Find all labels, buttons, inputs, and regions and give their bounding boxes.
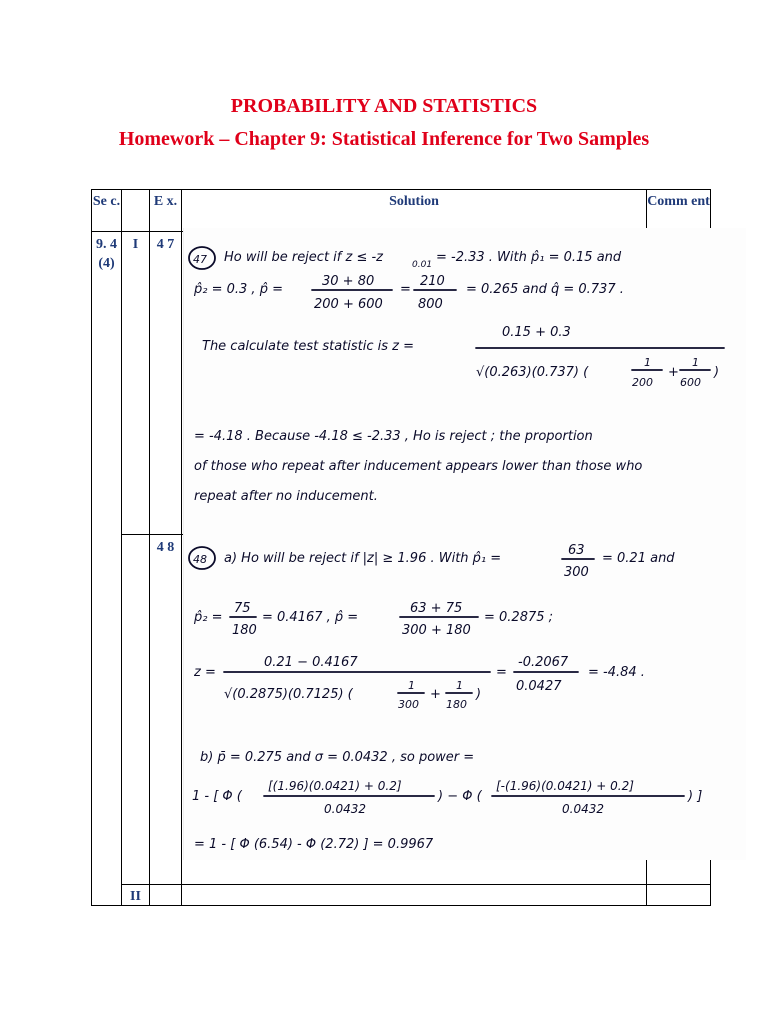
- handwriting-canvas: [184, 228, 746, 860]
- ex47-line1: Ho will be reject if z ≤ -z: [224, 250, 383, 265]
- ex47-number: 47: [193, 253, 207, 266]
- ex48-line-b: b) p̄ = 0.275 and σ = 0.0432 , so power =: [200, 750, 475, 765]
- table-border-left: [91, 189, 92, 906]
- ex47-line1b: = -2.33 . With p̂₁ = 0.15 and: [436, 250, 622, 265]
- ex48-f1-num: 63: [568, 543, 585, 558]
- ex48-power-a: 1 - [ Φ (: [192, 789, 242, 804]
- ex48-result: = -4.84 .: [588, 665, 645, 680]
- ex48-f4-small-one-a: 1: [408, 679, 415, 692]
- ex47-line5: of those who repeat after inducement appears lower than those who: [194, 459, 643, 474]
- ex48-f4-den: √(0.2875)(0.7125) (: [224, 687, 353, 702]
- header-ex: E x.: [153, 194, 178, 209]
- ex48-f4-close: ): [476, 687, 482, 702]
- exercise-48-label: 4 8: [156, 540, 175, 555]
- ex48-z-label: z =: [194, 665, 216, 680]
- ex48-line1b: = 0.21 and: [602, 551, 675, 566]
- ex48-number: 48: [193, 553, 207, 566]
- ex47-small-num-b: 1: [692, 356, 699, 369]
- ex48-f4-plus: +: [430, 687, 441, 702]
- ex48-p-den1: 0.0432: [324, 802, 366, 816]
- ex47-line2b: = 0.265 and q̂ = 0.737 .: [466, 282, 624, 297]
- ex48-f1-den: 300: [564, 565, 589, 580]
- ex47-small-num-a: 1: [644, 356, 651, 369]
- part-i-label: I: [132, 237, 139, 252]
- ex47-line6: repeat after no inducement.: [194, 489, 378, 504]
- ex48-f4-den-a: 300: [398, 698, 419, 711]
- table-border-bottom: [91, 905, 711, 906]
- ex48-line2a: p̂₂ =: [194, 610, 223, 625]
- ex48-f3-num: 63 + 75: [410, 601, 463, 616]
- section-number: 9. 4 (4): [96, 237, 117, 271]
- ex48-final: = 1 - [ Φ (6.54) - Φ (2.72) ] = 0.9967: [194, 837, 434, 852]
- ex47-line2a: p̂₂ = 0.3 , p̂ =: [194, 282, 283, 297]
- ex48-p-num2: [-(1.96)(0.0421) + 0.2]: [496, 779, 634, 793]
- exercise-47-label: 4 7: [156, 237, 175, 252]
- ex47-small-den-a: 200: [632, 376, 653, 389]
- ex47-frac2-num: 210: [420, 274, 445, 289]
- ex48-f2-den: 180: [232, 623, 257, 638]
- ex48-end: ) ]: [688, 789, 703, 804]
- ex48-line1: a) Ho will be reject if |z| ≥ 1.96 . With p̂₁ =: [224, 551, 502, 566]
- ex48-f4-num: 0.21 − 0.4167: [264, 655, 358, 670]
- ex48-f2-num: 75: [234, 601, 251, 616]
- ex47-close-paren: ): [714, 365, 720, 380]
- handwritten-solution-scan: [183, 228, 746, 860]
- page-subtitle: Homework – Chapter 9: Statistical Inference for Two Samples: [118, 128, 650, 150]
- col-divider-sec: [121, 231, 122, 906]
- ex48-f5-num: -0.2067: [518, 655, 569, 670]
- ex47-frac3-den: √(0.263)(0.737) (: [476, 365, 589, 380]
- row-divider-part-ii: [121, 884, 711, 885]
- ex48-p-den2: 0.0432: [562, 802, 604, 816]
- ex48-line2b: = 0.4167 , p̂ =: [262, 610, 359, 625]
- page-title: PROBABILITY AND STATISTICS: [230, 95, 538, 117]
- ex47-eq1: =: [400, 282, 411, 297]
- ex47-line1-sub: 0.01: [412, 260, 433, 270]
- header-sec: Se c.: [92, 194, 121, 209]
- ex47-frac3-num: 0.15 + 0.3: [502, 325, 571, 340]
- col-divider-sec-head: [121, 189, 122, 231]
- table-border-top: [91, 189, 711, 190]
- ex48-line2c: = 0.2875 ;: [484, 610, 554, 625]
- ex47-plus: +: [668, 365, 679, 380]
- ex47-line4: = -4.18 . Because -4.18 ≤ -2.33 , Ho is reject ; the proportion: [194, 429, 593, 444]
- ex47-small-den-b: 600: [680, 376, 701, 389]
- ex48-eq: =: [496, 665, 507, 680]
- ex47-frac1-num: 30 + 80: [322, 274, 375, 289]
- col-divider-solution: [181, 189, 182, 906]
- ex47-line3a: The calculate test statistic is z =: [202, 339, 414, 354]
- ex47-frac1-den: 200 + 600: [314, 297, 383, 312]
- header-comment: Comm ent: [647, 194, 710, 209]
- ex48-p-num1: [(1.96)(0.0421) + 0.2]: [268, 779, 402, 793]
- ex47-frac2-den: 800: [418, 297, 443, 312]
- ex48-f5-den: 0.0427: [516, 679, 562, 694]
- ex48-f4-small-one-b: 1: [456, 679, 463, 692]
- ex48-mid: ) − Φ (: [438, 789, 482, 804]
- header-solution: Solution: [389, 194, 439, 209]
- part-ii-label: II: [130, 889, 141, 904]
- ex48-f3-den: 300 + 180: [402, 623, 471, 638]
- ex48-f4-den-b: 180: [446, 698, 467, 711]
